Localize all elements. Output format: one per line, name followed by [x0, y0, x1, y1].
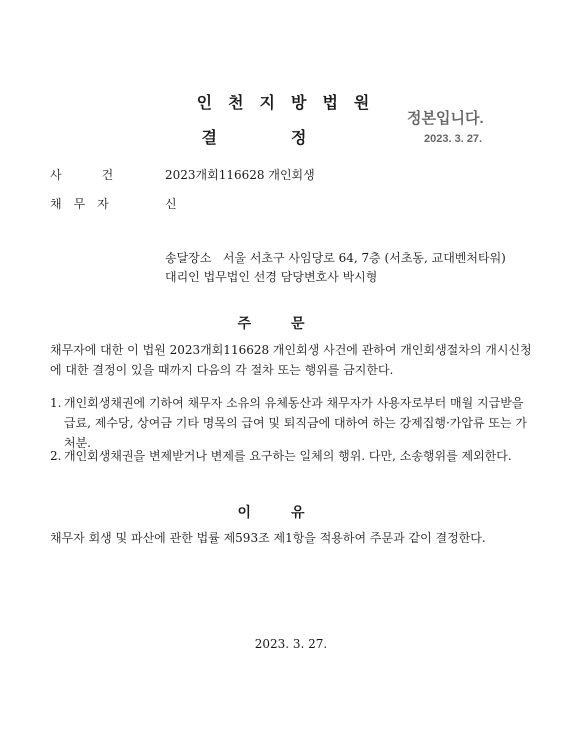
order-intro: 채무자에 대한 이 법원 2023개회116628 개인회생 사건에 관하여 개인회생절차의 개시신청에 대한 결정이 있을 때까지 다음의 각 절차 또는 행위를 금지한다. [50, 343, 532, 377]
debtor-label: 채무자 [50, 197, 121, 211]
service-address [165, 249, 506, 266]
order-item [50, 446, 535, 466]
agent-label: 대리인 [165, 270, 200, 284]
certified-date: 2023. 3. 27. [424, 133, 483, 145]
reason-text: 채무자 회생 및 파산에 관한 법률 제593조 제1항을 적용하여 주문과 같이 결정한다. [50, 531, 486, 545]
order-item [50, 393, 535, 453]
agent-value: 법무법인 선경 담당변호사 박시형 [203, 270, 378, 284]
order-title: 주문 [237, 315, 345, 331]
court-name: 인천지방법원 [196, 95, 386, 112]
decision-date: 2023. 3. 27. [254, 637, 328, 651]
certified-copy-stamp: 정본입니다. [407, 110, 484, 127]
order-item-text: 개인회생채권을 변제받거나 변제를 요구하는 일체의 행위. 다만, 소송행위를 제외한다. [64, 449, 512, 463]
document-type: 결정 [201, 130, 381, 147]
case-value: 2023개회116628 개인회생 [165, 168, 315, 182]
order-item-number: 2. [50, 449, 62, 463]
service-value: 서울 서초구 사임당로 64, 7층 (서초동, 교대벤처타워) [222, 251, 506, 265]
order-item-number: 1. [50, 396, 62, 410]
debtor-value: 신 [165, 197, 177, 211]
service-label: 송달장소 [165, 251, 212, 265]
order-item-text: 개인회생채권에 기하여 채무자 소유의 유체동산과 채무자가 사용자로부터 매월 지급받을 급료, 제수당, 상여금 기타 명목의 급여 및 퇴직금에 대하여 하는 강제집행·가압류 또는 가처분. [64, 396, 527, 450]
case-label: 사건 [50, 168, 154, 182]
reason-title: 이유 [237, 504, 345, 520]
legal-agent [165, 268, 377, 285]
